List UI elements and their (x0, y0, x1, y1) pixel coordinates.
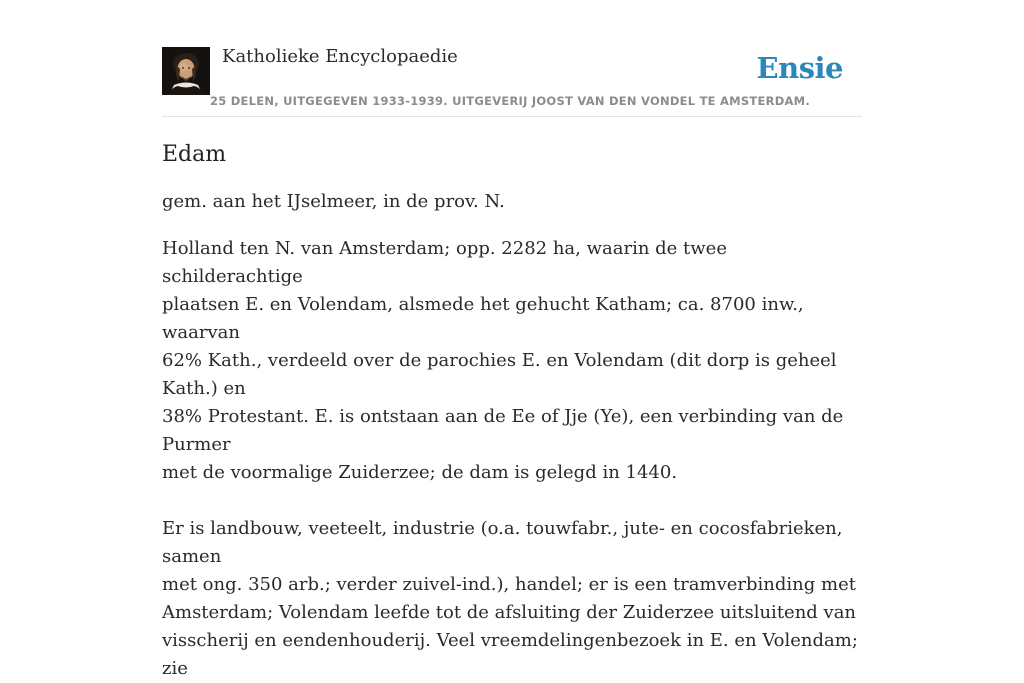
publication-subtitle: 25 DELEN, UITGEGEVEN 1933-1939. UITGEVERIJ JOOST VAN DEN VONDEL TE AMSTERDAM. (210, 94, 810, 108)
entry-paragraph-2: Er is landbouw, veeteelt, industrie (o.a. touwfabr., jute- en cocosfabrieken, samen met ong. 350 arb.; verder zuivel-ind.), handel; er is een tramverbinding met Amsterdam; Volendam leefde tot de afsluiting der Zuiderzee uitsluitend van visscherij en eendenhouderij. Veel vreemdelingenbezoek in E. en Volendam; zie (162, 518, 858, 679)
header (162, 44, 862, 117)
portrait-icon (162, 47, 210, 95)
ensie-logo[interactable]: Ensie (756, 51, 843, 85)
site-title-link[interactable]: Katholieke Encyclopaedie (222, 46, 458, 67)
entry-lead: gem. aan het IJselmeer, in de prov. N. (162, 191, 505, 212)
entry-title: Edam (162, 142, 227, 167)
article (162, 140, 862, 683)
entry-paragraph-1: Holland ten N. van Amsterdam; opp. 2282 ha, waarin de twee schilderachtige plaatsen E. en Volendam, alsmede het gehucht Katham; ca. 8700 inw., waarvan 62% Kath., verdeeld over de parochies E. en Volendam (dit dorp is geheel Kath.) en 38% Protestant. E. is ontstaan aan de Ee of Jje (Ye), een verbinding van de Purmer met de voormalige Zuiderzee; de dam is gelegd in 1440. (162, 238, 844, 483)
publication-avatar[interactable] (162, 47, 210, 95)
